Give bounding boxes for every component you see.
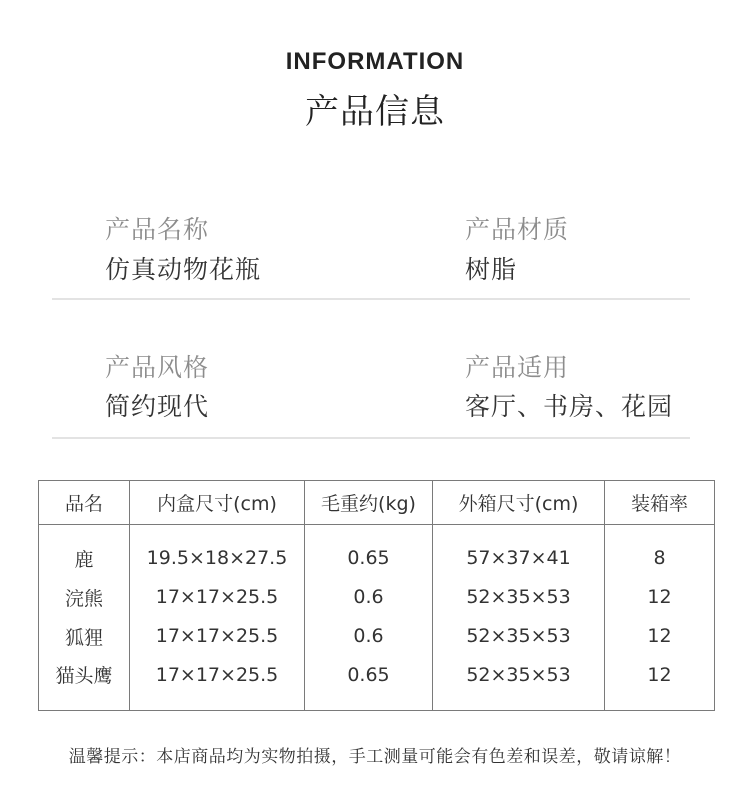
product-style-label: 产品风格 [105, 353, 210, 382]
cell-outer-box-size: 52×35×53 [433, 578, 605, 617]
cell-gross-weight: 0.6 [305, 617, 433, 656]
section-title-cn: 产品信息 [305, 92, 445, 132]
cell-packing-rate: 12 [605, 617, 715, 656]
table-row [39, 578, 715, 617]
cell-outer-box-size: 52×35×53 [433, 656, 605, 711]
cell-gross-weight: 0.65 [305, 656, 433, 711]
product-usage-value: 客厅、书房、花园 [465, 392, 674, 421]
divider [52, 437, 690, 439]
cell-inner-box-size: 17×17×25.5 [130, 656, 305, 711]
cell-inner-box-size: 19.5×18×27.5 [130, 525, 305, 578]
product-material-label: 产品材质 [465, 215, 570, 244]
table-row [39, 525, 715, 578]
table-row [39, 656, 715, 711]
product-name-label: 产品名称 [105, 215, 210, 244]
table-header-row [39, 481, 715, 525]
cell-inner-box-size: 17×17×25.5 [130, 578, 305, 617]
header-product-name: 品名 [39, 481, 130, 525]
cell-outer-box-size: 57×37×41 [433, 525, 605, 578]
cell-product-name: 浣熊 [39, 578, 130, 617]
cell-product-name: 狐狸 [39, 617, 130, 656]
header-inner-box-size: 内盒尺寸(cm) [130, 481, 305, 525]
cell-gross-weight: 0.65 [305, 525, 433, 578]
table-row [39, 617, 715, 656]
cell-packing-rate: 12 [605, 578, 715, 617]
product-material-value: 树脂 [465, 255, 518, 284]
divider [52, 298, 690, 300]
spec-table [38, 480, 715, 711]
cell-packing-rate: 12 [605, 656, 715, 711]
warm-notice: 温馨提示：本店商品均为实物拍摄，手工测量可能会有色差和误差，敬请谅解！ [68, 747, 682, 767]
product-usage-label: 产品适用 [465, 353, 570, 382]
header-outer-box-size: 外箱尺寸(cm) [433, 481, 605, 525]
cell-product-name: 猫头鹰 [39, 656, 130, 711]
cell-inner-box-size: 17×17×25.5 [130, 617, 305, 656]
product-name-value: 仿真动物花瓶 [105, 255, 262, 284]
cell-product-name: 鹿 [39, 525, 130, 578]
header-packing-rate: 装箱率 [605, 481, 715, 525]
section-title-en: INFORMATION [285, 48, 465, 75]
cell-gross-weight: 0.6 [305, 578, 433, 617]
header-gross-weight: 毛重约(kg) [305, 481, 433, 525]
product-style-value: 简约现代 [105, 392, 210, 421]
cell-packing-rate: 8 [605, 525, 715, 578]
cell-outer-box-size: 52×35×53 [433, 617, 605, 656]
